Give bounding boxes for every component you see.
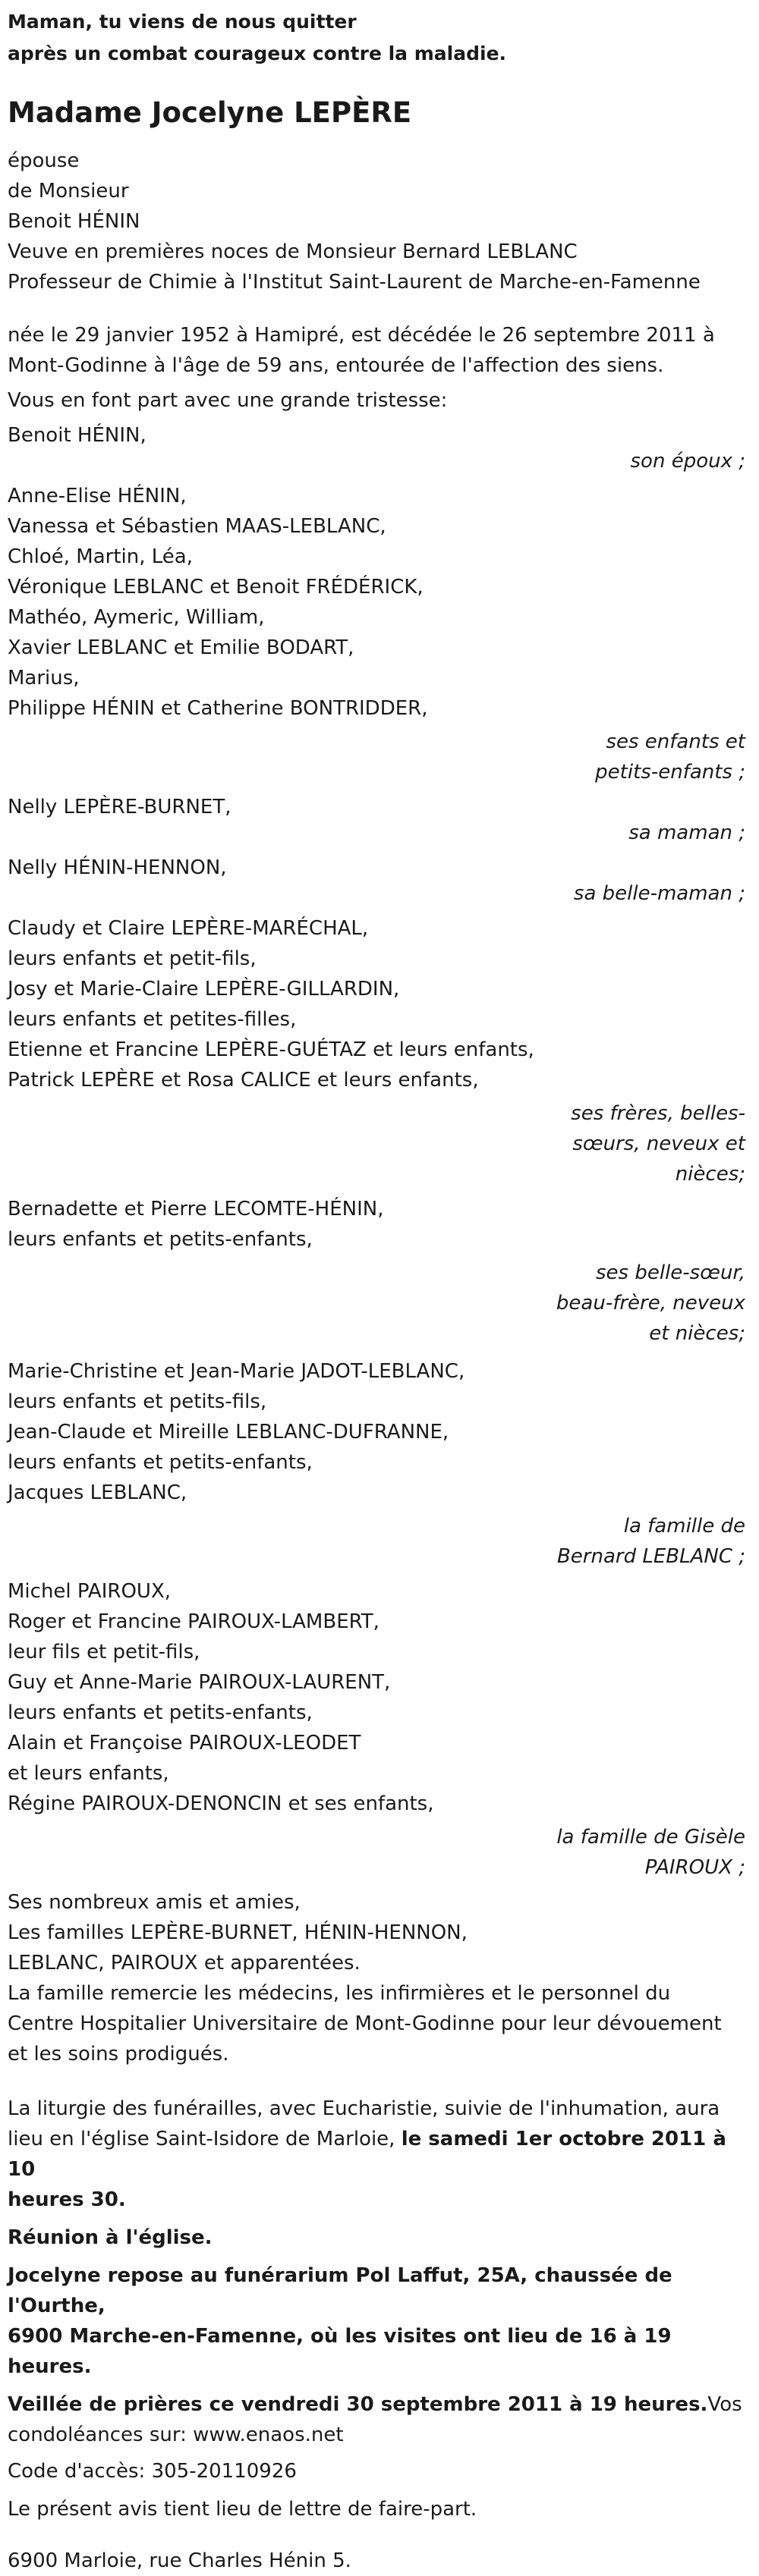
- family-group: [8, 913, 751, 1189]
- relation-line: petits-enfants ;: [595, 761, 745, 784]
- family-name: Anne-Elise HÉNIN,: [8, 485, 187, 507]
- relation-line: sa belle-maman ;: [573, 882, 745, 905]
- access-code: Code d'accès: 305-20110926: [8, 2460, 297, 2483]
- family-name: Roger et Francine PAIROUX-LAMBERT,: [8, 1610, 380, 1633]
- identity-line: Benoit HÉNIN: [8, 210, 140, 233]
- family-name: leurs enfants et petits-enfants,: [8, 1228, 313, 1251]
- family-group: [8, 853, 751, 909]
- family-name: Marie-Christine et Jean-Marie JADOT-LEBLANC,: [8, 1360, 465, 1383]
- deceased-name: Madame Jocelyne LEPÈRE: [8, 96, 412, 129]
- family-name: leur fils et petit-fils,: [8, 1641, 200, 1663]
- family-name: Alain et Françoise PAIROUX-LEODET: [8, 1732, 361, 1755]
- family-name: Patrick LEPÈRE et Rosa CALICE et leurs enfants,: [8, 1069, 479, 1092]
- family-name: Guy et Anne-Marie PAIROUX-LAURENT,: [8, 1671, 391, 1694]
- family-name: Michel PAIROUX,: [8, 1580, 172, 1603]
- relation-line: sa maman ;: [628, 821, 745, 844]
- thanks-block: [8, 1978, 751, 2069]
- family-name: Marius,: [8, 667, 80, 690]
- relation: [8, 446, 751, 476]
- intro-line: après un combat courageux contre la maladie.: [8, 42, 507, 64]
- liturgy-place: lieu en l'église Saint-Isidore de Marloie,: [8, 2128, 402, 2150]
- family-name: Vanessa et Sébastien MAAS-LEBLANC,: [8, 515, 386, 538]
- intro-line: Maman, tu viens de nous quitter: [8, 11, 357, 33]
- vigil-text: Veillée de prières ce vendredi 30 septembre 2011 à 19 heures.: [8, 2393, 708, 2416]
- family-name: Jean-Claude et Mireille LEBLANC-DUFRANNE,: [8, 1421, 449, 1444]
- family-name: Claudy et Claire LEPÈRE-MARÉCHAL,: [8, 917, 369, 940]
- family-name: leurs enfants et petites-filles,: [8, 1008, 297, 1031]
- family-name: Philippe HÉNIN et Catherine BONTRIDDER,: [8, 697, 428, 720]
- condolences-line: condoléances sur: www.enaos.net: [8, 2424, 344, 2446]
- relation: [8, 878, 751, 909]
- family-group: [8, 481, 751, 787]
- vigil-block: [8, 2389, 751, 2450]
- family-group: [8, 1576, 751, 1883]
- family-group: [8, 420, 751, 476]
- family-name: leurs enfants et petit-fils,: [8, 947, 257, 970]
- identity-line: Professeur de Chimie à l'Institut Saint-Laurent de Marche-en-Famenne: [8, 271, 701, 294]
- birth-death-line: Mont-Godinne à l'âge de 59 ans, entourée de l'affection des siens.: [8, 354, 664, 377]
- relation-line: son époux ;: [630, 450, 745, 473]
- family-name: Mathéo, Aymeric, William,: [8, 606, 265, 629]
- relation-line: la famille de Gisèle: [556, 1826, 745, 1849]
- family-group: [8, 792, 751, 848]
- identity-block: [8, 146, 751, 297]
- intro-text: [8, 3, 751, 73]
- relation-line: beau-frère, neveux: [556, 1292, 745, 1315]
- family-name: Jacques LEBLANC,: [8, 1481, 187, 1504]
- liturgy-line: [8, 2124, 751, 2185]
- liturgy-time: heures 30.: [8, 2188, 126, 2211]
- liturgy-line: La liturgie des funérailles, avec Eucharistie, suivie de l'inhumation, aura: [8, 2097, 720, 2120]
- family-name: leurs enfants et petits-fils,: [8, 1390, 267, 1413]
- relation: [8, 818, 751, 848]
- notice-text: Le présent avis tient lieu de lettre de faire-part.: [8, 2498, 477, 2521]
- family-name: et leurs enfants,: [8, 1762, 169, 1785]
- reunion-note: Réunion à l'église.: [8, 2226, 213, 2249]
- family-group: [8, 1194, 751, 1349]
- relation-line: PAIROUX ;: [644, 1856, 745, 1879]
- funerarium-line: Jocelyne repose au funérarium Pol Laffut, 25A, chaussée de l'Ourthe,: [8, 2264, 672, 2317]
- vigil-line: [8, 2389, 751, 2420]
- family-name: leurs enfants et petits-enfants,: [8, 1701, 313, 1724]
- identity-line: Veuve en premières noces de Monsieur Bernard LEBLANC: [8, 240, 578, 263]
- relation-line: la famille de: [623, 1515, 745, 1538]
- vigil-tail: Vos: [707, 2393, 742, 2416]
- relation: [8, 1098, 751, 1189]
- birth-death-block: [8, 320, 751, 381]
- identity-line: de Monsieur: [8, 180, 129, 203]
- family-name: Régine PAIROUX-DENONCIN et ses enfants,: [8, 1792, 434, 1815]
- relation: [8, 1511, 751, 1572]
- birth-death-line: née le 29 janvier 1952 à Hamipré, est décédée le 26 septembre 2011 à: [8, 324, 715, 347]
- friends-line: Ses nombreux amis et amies,: [8, 1891, 301, 1914]
- relation-line: Bernard LEBLANC ;: [556, 1545, 745, 1568]
- relation-line: ses frères, belles-: [571, 1102, 745, 1125]
- family-name: Chloé, Martin, Léa,: [8, 545, 193, 568]
- friends-line: LEBLANC, PAIROUX et apparentées.: [8, 1952, 361, 1974]
- relation-line: ses belle-sœur,: [596, 1261, 745, 1284]
- family-name: Véronique LEBLANC et Benoit FRÉDÉRICK,: [8, 576, 424, 598]
- family-group: [8, 1356, 751, 1572]
- liturgy-block: [8, 2094, 751, 2215]
- relation: [8, 1822, 751, 1883]
- family-name: Bernadette et Pierre LECOMTE-HÉNIN,: [8, 1198, 384, 1220]
- family-name: Benoit HÉNIN,: [8, 424, 146, 447]
- thanks-line: Centre Hospitalier Universitaire de Mont-Godinne pour leur dévouement: [8, 2012, 722, 2035]
- relation-line: sœurs, neveux et: [572, 1132, 745, 1155]
- relation: [8, 727, 751, 787]
- family-name: Nelly LEPÈRE-BURNET,: [8, 796, 231, 818]
- address-text: 6900 Marloie, rue Charles Hénin 5.: [8, 2549, 351, 2572]
- relation-line: nièces;: [675, 1163, 745, 1186]
- identity-line: épouse: [8, 149, 80, 172]
- thanks-line: et les soins prodigués.: [8, 2043, 229, 2066]
- thanks-line: La famille remercie les médecins, les infirmières et le personnel du: [8, 1982, 671, 2005]
- liturgy-date: le samedi 1er octobre 2011 à 10: [8, 2128, 726, 2181]
- family-name: Etienne et Francine LEPÈRE-GUÉTAZ et leurs enfants,: [8, 1038, 534, 1061]
- family-name: Josy et Marie-Claire LEPÈRE-GILLARDIN,: [8, 978, 400, 1001]
- announce: Vous en font part avec une grande tristesse:: [8, 389, 448, 412]
- family-name: Nelly HÉNIN-HENNON,: [8, 856, 227, 879]
- family-name: Xavier LEBLANC et Emilie BODART,: [8, 636, 354, 659]
- funerarium-line: 6900 Marche-en-Famenne, où les visites ont lieu de 16 à 19 heures.: [8, 2325, 672, 2378]
- family-name: leurs enfants et petits-enfants,: [8, 1451, 313, 1474]
- relation: [8, 1258, 751, 1349]
- friends-line: Les familles LEPÈRE-BURNET, HÉNIN-HENNON,: [8, 1921, 468, 1944]
- relation-line: ses enfants et: [606, 730, 745, 753]
- funerarium-block: [8, 2260, 751, 2382]
- friends-block: [8, 1887, 751, 1978]
- relation-line: et nièces;: [649, 1322, 745, 1345]
